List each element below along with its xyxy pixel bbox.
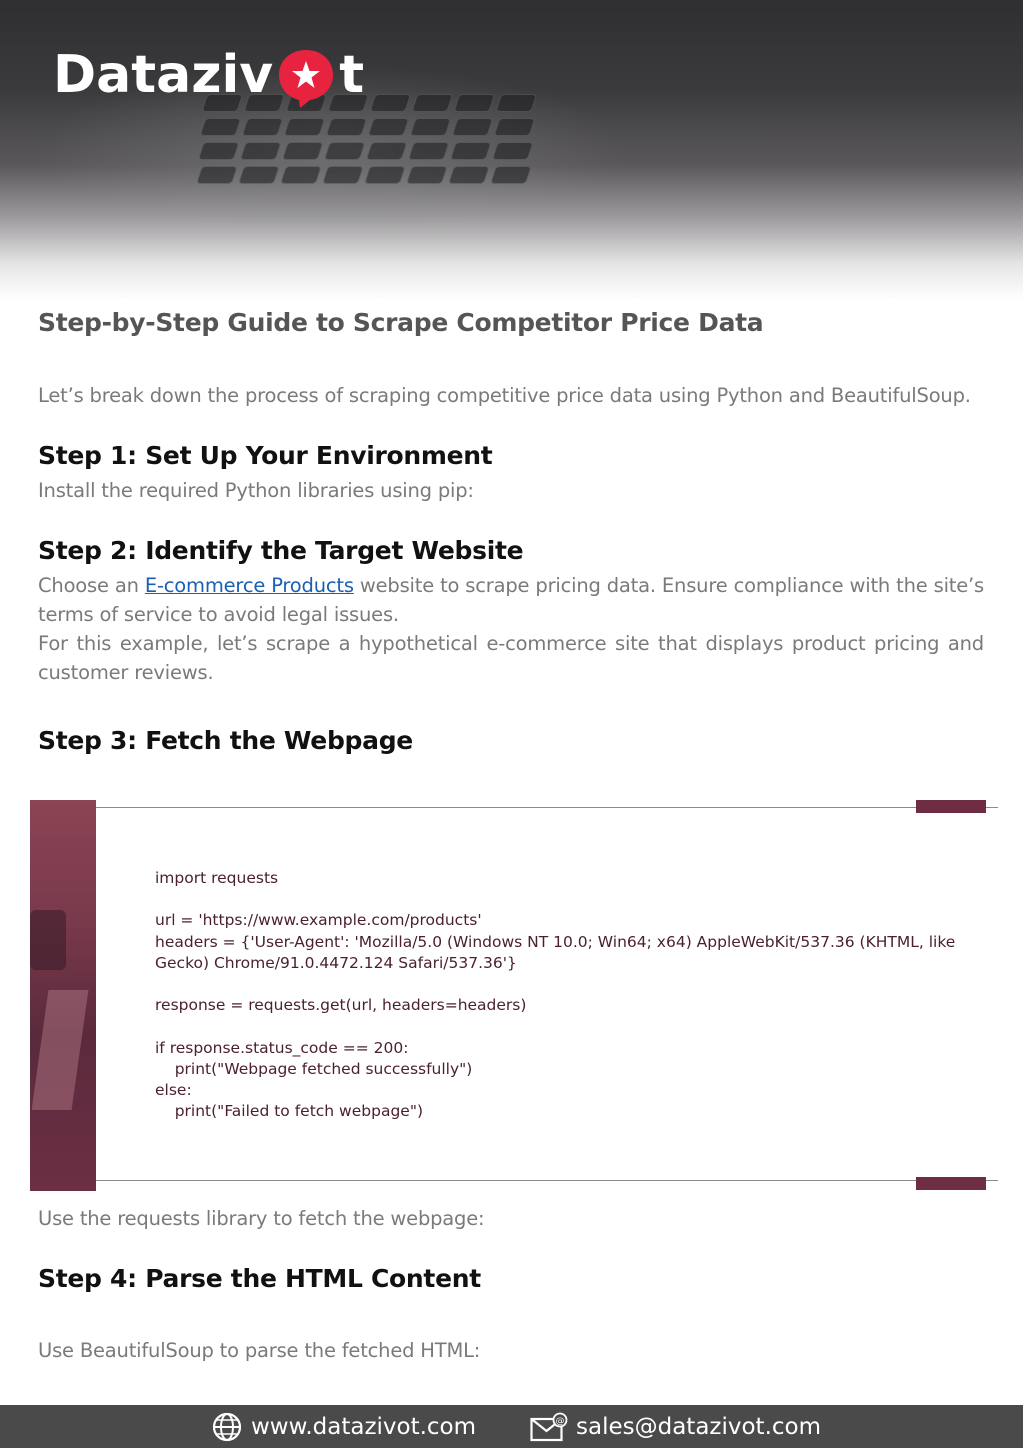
keyboard-key	[241, 143, 280, 159]
code-accent-top	[916, 800, 986, 813]
keyboard-key	[407, 167, 446, 183]
code-rule-top	[96, 807, 998, 808]
footer-website-label: www.datazivot.com	[251, 1414, 477, 1440]
keyboard-key	[495, 119, 534, 135]
keyboard-key	[369, 119, 408, 135]
keyboard-key	[409, 143, 448, 159]
footer-bar	[0, 1405, 1023, 1448]
code-side-image	[30, 800, 96, 1191]
footer-website[interactable]	[211, 1411, 476, 1443]
logo-text-left: Dataziv	[53, 45, 274, 105]
keyboard-key	[323, 167, 362, 183]
keyboard-key	[413, 95, 452, 111]
keyboard-key	[367, 143, 406, 159]
keyboard-photo	[172, 95, 568, 205]
keyboard-key	[325, 143, 364, 159]
keyboard-key	[199, 143, 238, 159]
keyboard-key	[281, 167, 320, 183]
step2-heading: Step 2: Identify the Target Website	[38, 536, 524, 565]
step4-heading: Step 4: Parse the HTML Content	[38, 1264, 481, 1293]
code-accent-bottom	[916, 1177, 986, 1190]
keyboard-key	[201, 119, 240, 135]
intro-text: Let’s break down the process of scraping competitive price data using Python and BeautifulSoup.	[38, 384, 971, 407]
keyboard-key	[243, 119, 282, 135]
code-rule-bottom	[96, 1180, 998, 1181]
step2-text	[38, 571, 984, 629]
keyboard-key	[285, 119, 324, 135]
keyboard-key	[197, 167, 236, 183]
step2-text-before: Choose an	[38, 574, 145, 597]
code-block	[30, 800, 998, 1191]
footer-email[interactable]	[530, 1411, 821, 1443]
step2-text2: For this example, let’s scrape a hypothetical e-commerce site that displays product pricing and customer reviews.	[38, 632, 984, 684]
logo-text-right: t	[339, 45, 365, 105]
keyboard-key	[283, 143, 322, 159]
keyboard-key	[491, 167, 530, 183]
header-banner	[0, 0, 1023, 300]
step1-text: Install the required Python libraries using pip:	[38, 479, 474, 502]
globe-icon	[211, 1411, 243, 1443]
keyboard-key	[371, 95, 410, 111]
envelope-at-icon	[530, 1412, 568, 1442]
step4-text: Use BeautifulSoup to parse the fetched HTML:	[38, 1339, 481, 1362]
code-snippet: import requests url = 'https://www.example.com/products' headers = {'User-Agent': 'Mozilla/5.0 (Windows NT 10.0; Win64; x64) AppleWebKit/537.36 (KHTML, like Gecko) Chrome/91.0.4472.124 Safari/537.36'} response = requests.get(url, headers=headers) if response.status_code == 200: print("Webpage fetched successfully") else: print("Failed to fetch webpage")	[155, 869, 956, 1121]
star-badge-icon	[275, 46, 337, 104]
step3-text: Use the requests library to fetch the webpage:	[38, 1207, 485, 1230]
keyboard-key	[239, 167, 278, 183]
ecommerce-products-link[interactable]: E-commerce Products	[144, 574, 354, 597]
keyboard-key	[497, 95, 536, 111]
keyboard-key	[411, 119, 450, 135]
step3-heading: Step 3: Fetch the Webpage	[38, 726, 413, 755]
keyboard-key	[493, 143, 532, 159]
keyboard-key	[327, 119, 366, 135]
keyboard-key	[365, 167, 404, 183]
footer-email-label: sales@datazivot.com	[576, 1414, 822, 1440]
step1-heading: Step 1: Set Up Your Environment	[38, 441, 493, 470]
brand-logo	[53, 40, 364, 110]
step2-text-after: website to scrape pricing data. Ensure compliance with the site’s terms of service to avoid legal issues.	[38, 574, 984, 626]
keyboard-key	[455, 95, 494, 111]
svg-text:@: @	[555, 1416, 565, 1427]
keyboard-key	[449, 167, 488, 183]
page-title: Step-by-Step Guide to Scrape Competitor Price Data	[38, 308, 764, 337]
keyboard-key	[451, 143, 490, 159]
keyboard-key	[453, 119, 492, 135]
